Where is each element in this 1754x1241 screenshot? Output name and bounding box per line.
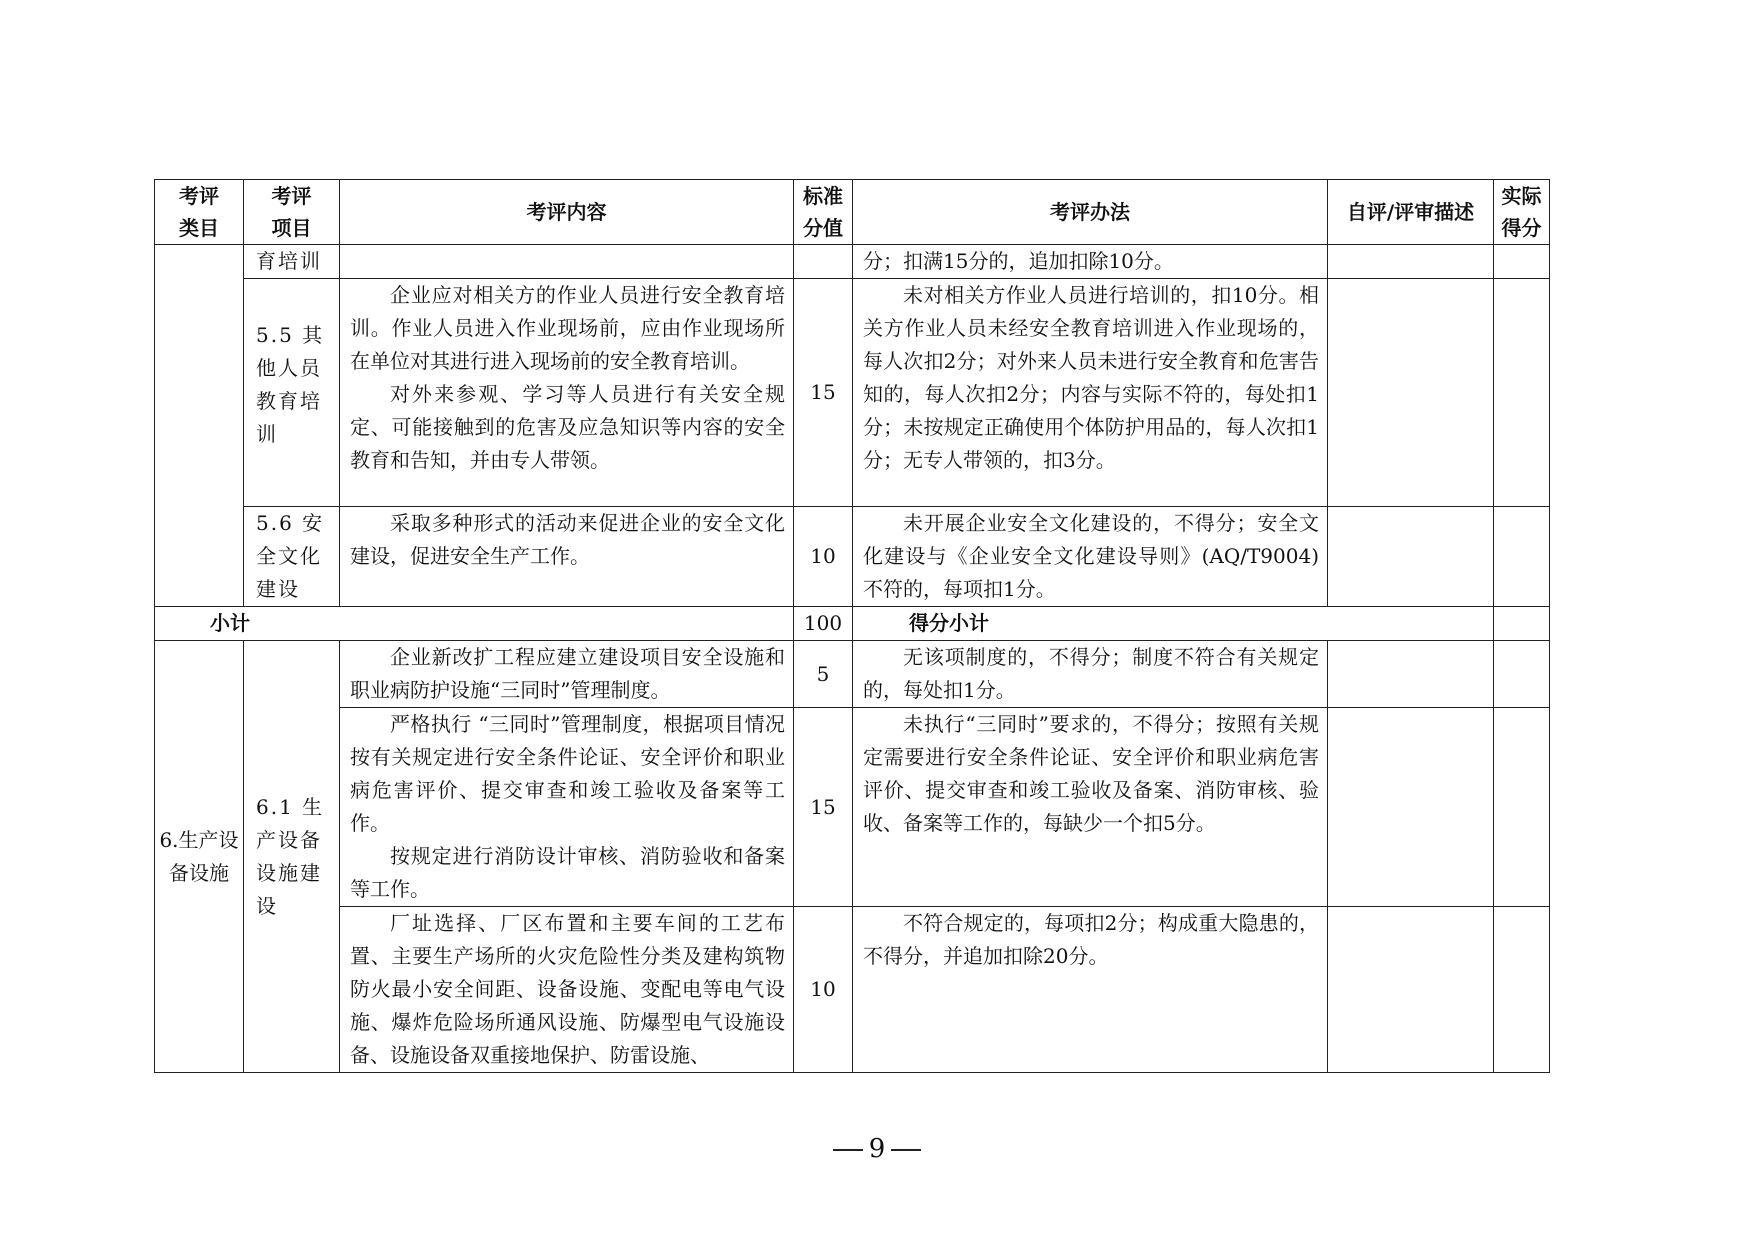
content-cell: [340, 279, 794, 507]
header-self-eval: 自评/评审描述: [1328, 180, 1494, 245]
score-cell: 5: [794, 641, 853, 708]
method-cell: 未对相关方作业人员进行培训的，扣10分。相关方作业人员未经安全教育培训进入作业现场的，每人次扣2分；对外来人员未进行安全教育和危害告知的，每人次扣2分；内容与实际不符的，每处扣1分；未按规定正确使用个体防护用品的，每人次扣1分；无专人带领的，扣3分。: [853, 279, 1328, 507]
subtotal-method-label: 得分小计: [853, 607, 1494, 641]
self-eval-cell: [1328, 507, 1494, 607]
content-cell: 厂址选择、厂区布置和主要车间的工艺布置、主要生产场所的火灾危险性分类及建构筑物防火最小安全间距、设备设施、变配电等电气设施、爆炸危险场所通风设施、防爆型电气设施设备、设施设备双重接地保护、防雷设施、: [340, 907, 794, 1073]
actual-score-cell: [1494, 607, 1550, 641]
actual-score-cell: [1494, 907, 1550, 1073]
item-cell: 育培训: [244, 245, 340, 279]
method-cell: 未开展企业安全文化建设的，不得分；安全文化建设与《企业安全文化建设导则》(AQ/T9004)不符的，每项扣1分。: [853, 507, 1328, 607]
actual-score-cell: [1494, 641, 1550, 708]
header-item: 考评 项目: [244, 180, 340, 245]
self-eval-cell: [1328, 279, 1494, 507]
content-cell: 采取多种形式的活动来促进企业的安全文化建设，促进安全生产工作。: [340, 507, 794, 607]
subtotal-row: [155, 607, 1550, 641]
score-cell: [794, 245, 853, 279]
self-eval-cell: [1328, 708, 1494, 907]
method-cell: 不符合规定的，每项扣2分；构成重大隐患的，不得分，并追加扣除20分。: [853, 907, 1328, 1073]
score-cell: 15: [794, 279, 853, 507]
content-cell: 企业新改扩工程应建立建设项目安全设施和职业病防护设施“三同时”管理制度。: [340, 641, 794, 708]
table-row: [155, 507, 1550, 607]
actual-score-cell: [1494, 279, 1550, 507]
dash-right: [891, 1149, 921, 1151]
content-cell: [340, 245, 794, 279]
category-cell-empty: [155, 245, 244, 607]
header-score: 标准 分值: [794, 180, 853, 245]
score-cell: 15: [794, 708, 853, 907]
category-cell: 6.生产设备设施: [155, 641, 244, 1073]
table-row: [155, 907, 1550, 1073]
subtotal-label: 小计: [155, 607, 794, 641]
score-cell: 10: [794, 507, 853, 607]
dash-left: [833, 1149, 863, 1151]
item-cell: 5.6 安全文化建设: [244, 507, 340, 607]
header-method: 考评办法: [853, 180, 1328, 245]
header-content: 考评内容: [340, 180, 794, 245]
method-cell: 无该项制度的，不得分；制度不符合有关规定的，每处扣1分。: [853, 641, 1328, 708]
content-paragraph: 按规定进行消防设计审核、消防验收和备案等工作。: [350, 844, 785, 901]
page-number: 9: [0, 1134, 1754, 1164]
score-cell: 10: [794, 907, 853, 1073]
content-paragraph: 对外来参观、学习等人员进行有关安全规定、可能接触到的危害及应急知识等内容的安全教育和告知，并由专人带领。: [350, 382, 785, 472]
actual-score-cell: [1494, 507, 1550, 607]
table-row: [155, 708, 1550, 907]
self-eval-cell: [1328, 641, 1494, 708]
table-row: [155, 279, 1550, 507]
assessment-table: [154, 179, 1550, 1073]
content-cell: [340, 708, 794, 907]
header-actual: 实际 得分: [1494, 180, 1550, 245]
actual-score-cell: [1494, 245, 1550, 279]
method-cell: 分；扣满15分的，追加扣除10分。: [853, 245, 1328, 279]
header-row: [155, 180, 1550, 245]
self-eval-cell: [1328, 907, 1494, 1073]
content-paragraph: 企业应对相关方的作业人员进行安全教育培训。作业人员进入作业现场前，应由作业现场所在单位对其进行进入现场前的安全教育培训。: [350, 283, 785, 373]
table-row: [155, 245, 1550, 279]
actual-score-cell: [1494, 708, 1550, 907]
subtotal-score: 100: [794, 607, 853, 641]
content-paragraph: 严格执行 “三同时”管理制度，根据项目情况按有关规定进行安全条件论证、安全评价和职业病危害评价、提交审查和竣工验收及备案等工作。: [350, 712, 785, 835]
self-eval-cell: [1328, 245, 1494, 279]
item-cell: 6.1 生产设备设施建设: [244, 641, 340, 1073]
item-cell: 5.5 其他人员教育培训: [244, 279, 340, 507]
method-cell: 未执行“三同时”要求的，不得分；按照有关规定需要进行安全条件论证、安全评价和职业病危害评价、提交审查和竣工验收及备案、消防审核、验收、备案等工作的，每缺少一个扣5分。: [853, 708, 1328, 907]
header-category: 考评 类目: [155, 180, 244, 245]
table-row: [155, 641, 1550, 708]
